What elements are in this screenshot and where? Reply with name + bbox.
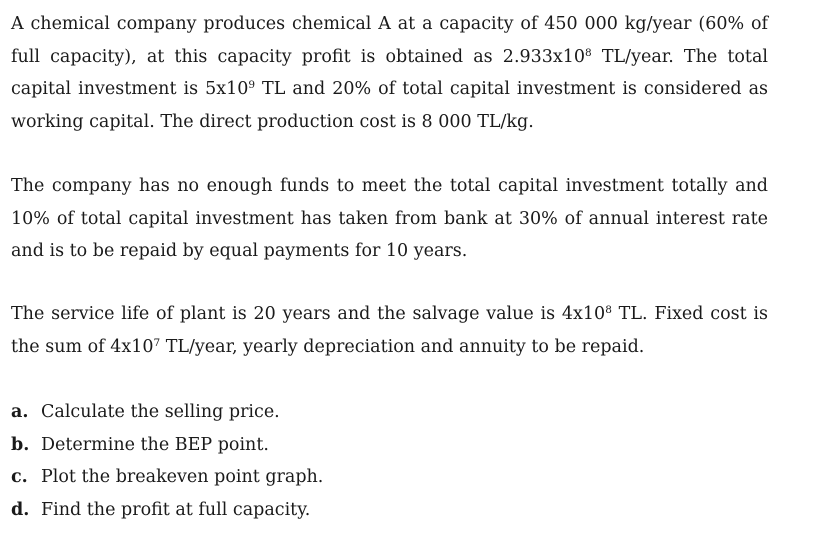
- paragraph-financing: [11, 170, 768, 268]
- exponent: 9: [248, 79, 256, 91]
- question-list: [11, 396, 611, 526]
- question-item-b: [11, 429, 611, 462]
- text-segment: the sum of 4x10: [11, 336, 154, 357]
- question-text: Calculate the selling price.: [41, 402, 280, 422]
- text-line: [11, 41, 768, 74]
- exponent: 8: [605, 304, 612, 316]
- text-segment: capital investment is 5x10: [11, 79, 249, 99]
- exponent: 7: [153, 336, 161, 349]
- text-segment: and is to be repaid by equal payments for 10 years.: [11, 241, 468, 261]
- paragraph-production-overview: [11, 8, 768, 138]
- question-marker: b.: [11, 434, 30, 455]
- text-segment: TL/year. The total: [591, 46, 768, 67]
- text-line: [11, 106, 768, 139]
- question-item-a: [11, 396, 611, 429]
- question-text: Plot the breakeven point graph.: [41, 467, 324, 487]
- exponent: 8: [585, 46, 592, 59]
- text-segment: A chemical company produces chemical A at a capacity of 450 000 kg/year (60% of: [11, 14, 768, 34]
- text-line: [11, 235, 768, 268]
- text-line: [11, 170, 768, 203]
- text-segment: TL. Fixed cost is: [611, 304, 768, 324]
- text-segment: The service life of plant is 20 years and the salvage value is 4x10: [11, 304, 606, 324]
- question-item-c: [11, 461, 611, 494]
- question-marker: c.: [11, 467, 28, 487]
- text-segment: 10% of total capital investment has taken from bank at 30% of annual interest rate: [11, 208, 768, 229]
- question-item-d: [11, 494, 611, 527]
- question-text: Determine the BEP point.: [41, 434, 269, 455]
- text-line: [11, 8, 768, 41]
- question-marker: a.: [11, 402, 29, 422]
- text-segment: The company has no enough funds to meet the total capital investment totally and: [11, 176, 768, 196]
- paragraph-service-life: [11, 298, 768, 363]
- text-segment: TL/year, yearly depreciation and annuity to be repaid.: [160, 336, 645, 357]
- text-line: [11, 331, 768, 364]
- text-segment: working capital. The direct production cost is 8 000 TL/kg.: [11, 111, 534, 132]
- text-line: [11, 298, 768, 331]
- text-segment: TL and 20% of total capital investment is considered as: [255, 79, 768, 99]
- text-segment: full capacity), at this capacity profit is obtained as 2.933x10: [11, 46, 586, 67]
- text-line: [11, 203, 768, 236]
- text-line: [11, 73, 768, 106]
- question-marker: d.: [11, 499, 30, 520]
- question-text: Find the profit at full capacity.: [41, 499, 311, 520]
